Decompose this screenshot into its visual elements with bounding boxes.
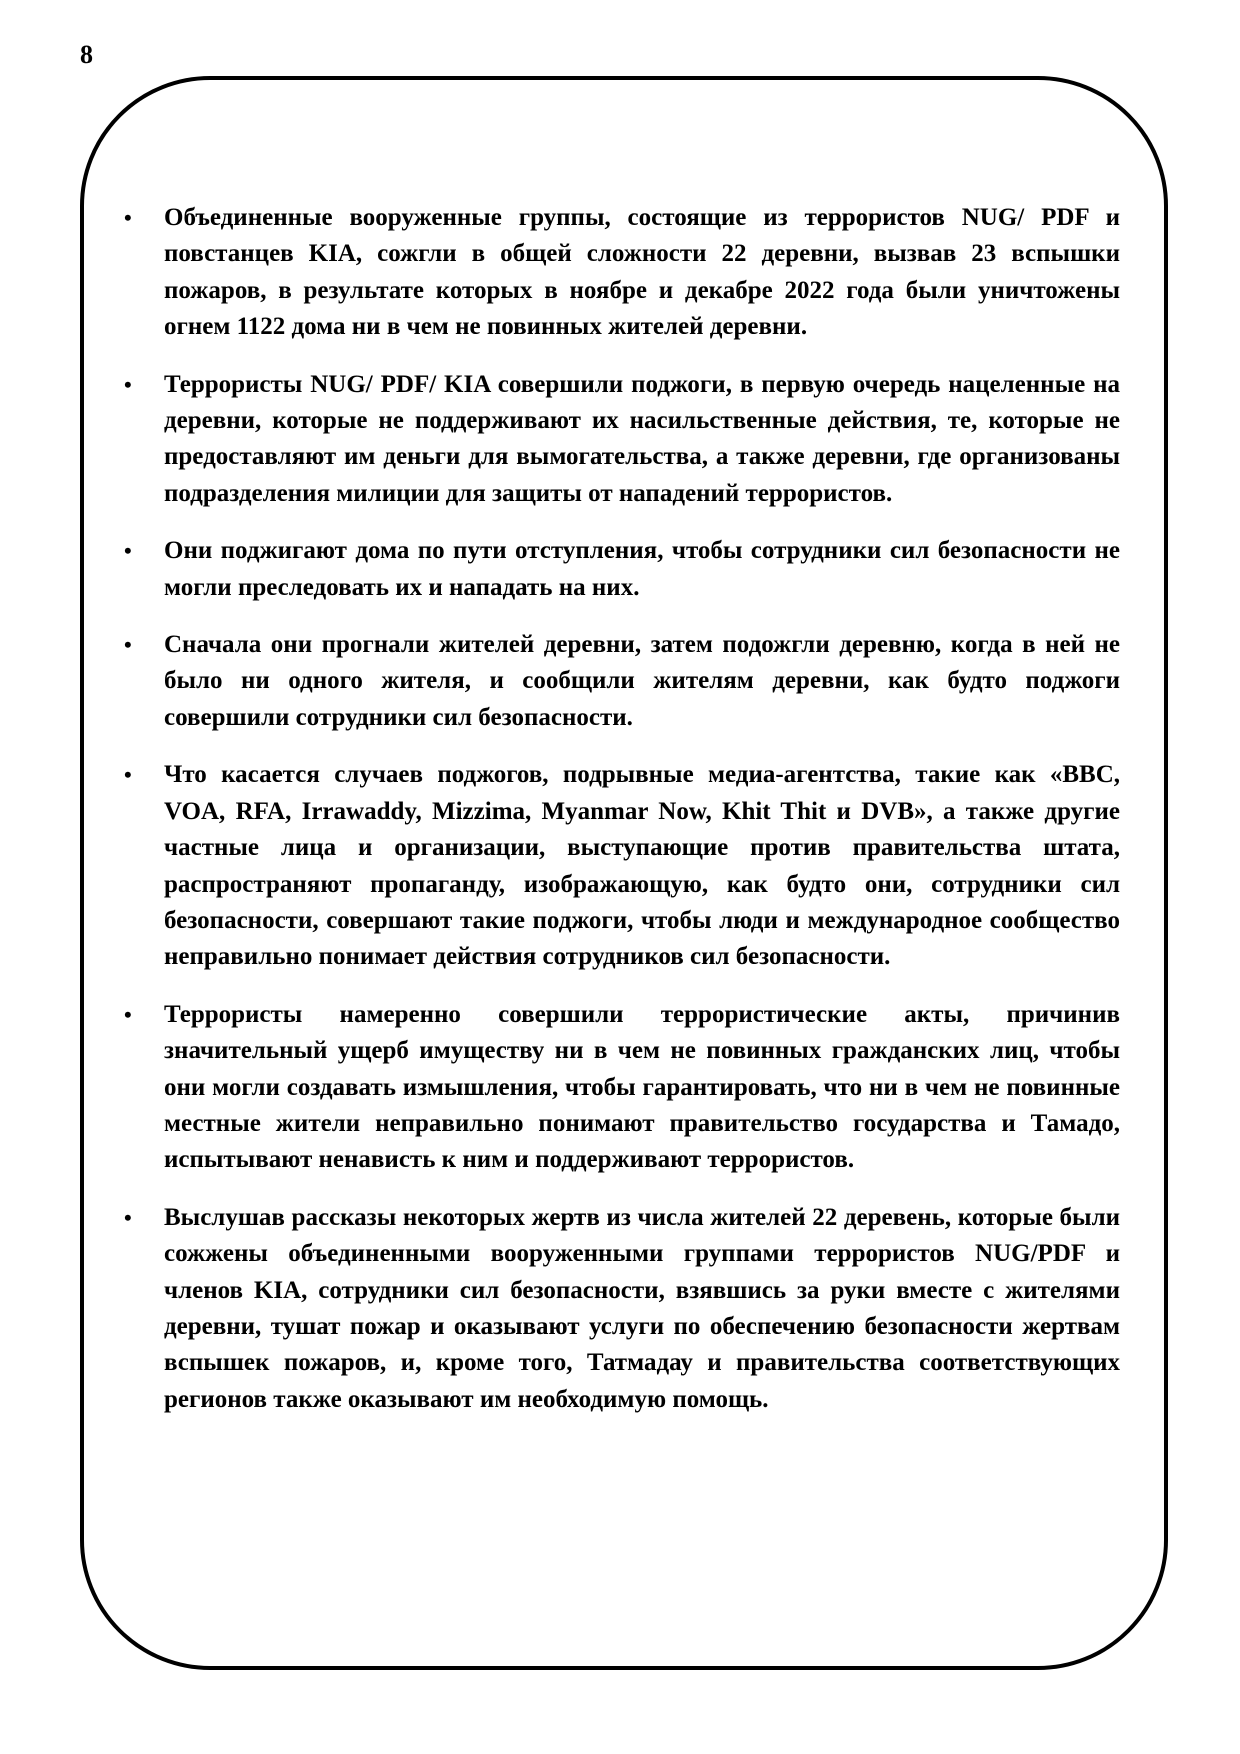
list-item-text: Террористы NUG/ PDF/ KIA совершили поджоги, в первую очередь нацеленные на деревни, которые не поддерживают их насильственные действия, те, которые не предоставляют им деньги для вымогательства, а также деревни, где организованы подразделения милиции для защиты от нападений террористов. bbox=[164, 370, 1120, 507]
bullet-icon: • bbox=[124, 1204, 132, 1230]
page-number: 8 bbox=[80, 40, 93, 69]
list-item-text: Сначала они прогнали жителей деревни, затем подожгли деревню, когда в ней не было ни одного жителя, и сообщили жителям деревни, как будто поджоги совершили сотрудники сил безопасности. bbox=[164, 631, 1120, 731]
bullet-icon: • bbox=[124, 1001, 132, 1027]
bullet-icon: • bbox=[124, 762, 132, 788]
list-item-text: Террористы намеренно совершили террористические акты, причинив значительный ущерб имуществу ни в чем не повинных гражданских лиц, чтобы они могли создавать измышления, чтобы гарантировать, что ни в чем не повинные местные жители неправильно понимают правительство государства и Тамадо, испытывают ненависть к ним и поддерживают террористов. bbox=[164, 1000, 1120, 1174]
list-item bbox=[118, 200, 1120, 346]
list-item-text: Объединенные вооруженные группы, состоящие из террористов NUG/ PDF и повстанцев KIA, сожгли в общей сложности 22 деревни, вызвав 23 вспышки пожаров, в результате которых в ноябре и декабре 2022 года были уничтожены огнем 1122 дома ни в чем не повинных жителей деревни. bbox=[164, 204, 1120, 341]
list-item-text: Они поджигают дома по пути отступления, чтобы сотрудники сил безопасности не могли преследовать их и нападать на них. bbox=[164, 537, 1120, 601]
bullet-icon: • bbox=[124, 632, 132, 658]
list-item-text: Что касается случаев поджогов, подрывные медиа-агентства, такие как «BBC, VOA, RFA, Irrawaddy, Mizzima, Myanmar Now, Khit Thit и DVB», а также другие частные лица и организации, выступающие против правительства штата, распространяют пропаганду, изображающую, как будто они, сотрудники сил безопасности, совершают такие поджоги, чтобы люди и международное сообщество неправильно понимает действия сотрудников сил безопасности. bbox=[164, 761, 1120, 971]
list-item bbox=[118, 367, 1120, 513]
list-item-text: Выслушав рассказы некоторых жертв из числа жителей 22 деревень, которые были сожжены объединенными вооруженными группами террористов NUG/PDF и членов KIA, сотрудники сил безопасности, взявшись за руки вместе с жителями деревни, тушат пожар и оказывают услуги по обеспечению безопасности жертвам вспышек пожаров, и, кроме того, Татмадау и правительства соответствующих регионов также оказывают им необходимую помощь. bbox=[164, 1203, 1120, 1413]
list-item bbox=[118, 533, 1120, 606]
bullet-list bbox=[118, 200, 1120, 1439]
bullet-icon: • bbox=[124, 538, 132, 564]
list-item bbox=[118, 627, 1120, 736]
list-item bbox=[118, 997, 1120, 1179]
list-item bbox=[118, 757, 1120, 975]
bullet-icon: • bbox=[124, 371, 132, 397]
list-item bbox=[118, 1200, 1120, 1418]
bullet-icon: • bbox=[124, 205, 132, 230]
